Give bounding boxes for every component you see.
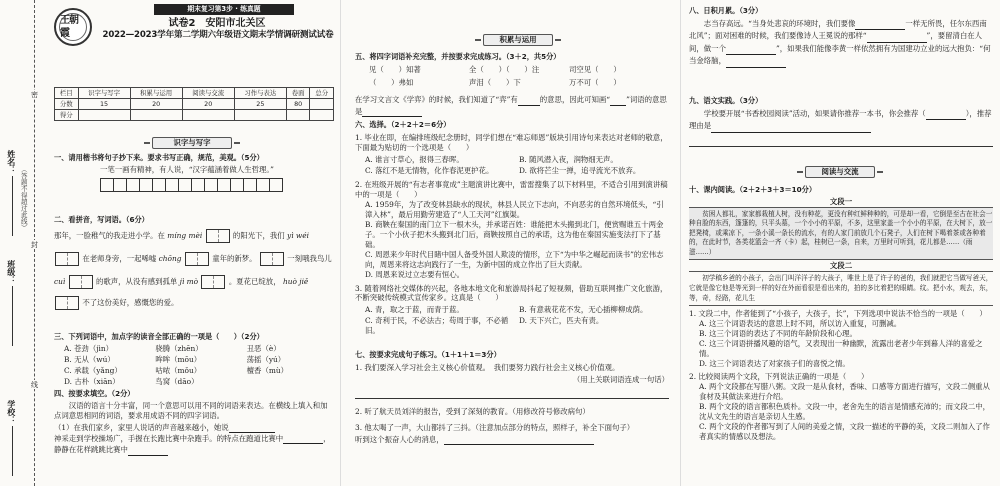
text-run: 一刻哦我鸟儿 bbox=[287, 253, 332, 263]
answer-blank[interactable] bbox=[726, 60, 786, 68]
text-run: 学校要开展“书香校园阅读”活动，如果请你推荐一本书，你会推荐（ bbox=[703, 108, 926, 118]
copy-sentence: 一笔一画有精神，有人说，“汉字蕴涵着做人生哲理。” bbox=[100, 164, 274, 174]
question-1-prompt: 一、请用楷书将句子抄下来。要求书写正确，规范，美观。（5分） bbox=[54, 153, 264, 162]
text-run: ），推荐理由是 bbox=[689, 108, 992, 131]
writing-grid[interactable] bbox=[100, 178, 334, 192]
question-2-prompt: 二、看拼音，写词语。（6分） bbox=[54, 215, 149, 224]
question-6-3: 3. 随着网络社交媒体的兴起，各地本地文化和旅游局抖起了短视频，借助互联网推广文化旅游，不断突破传统模式宣传家乡。这真是（ ） bbox=[355, 283, 668, 303]
question-6-2: 2. 在班级开展的“有志者事竟成”主题演讲比赛中，雷雷搜集了以下材料里，不适合引用到演讲稿中的一项是（ ） bbox=[355, 179, 668, 199]
school-label: 学校： bbox=[6, 400, 17, 424]
question-10-prompt: 十、课内阅读。（2＋2＋3＋3＝10分） bbox=[689, 185, 817, 194]
score-col-header: 栏目 bbox=[55, 88, 79, 99]
answer-box[interactable] bbox=[185, 252, 209, 266]
logo-text: 王朝霞 bbox=[59, 13, 87, 41]
option[interactable]: A. 青，取之于蓝，而青于蓝。 bbox=[365, 305, 464, 315]
text-run: 神采走到学校操场广，手握在长跑比赛中杂跑手。的特点在跑道比赛中 bbox=[54, 434, 284, 444]
text-run: 的歌声，从没有感到孤单 bbox=[95, 276, 178, 286]
score-cell: 分数 bbox=[55, 99, 79, 110]
section-banner-accumulation: 积累与运用 bbox=[483, 34, 553, 46]
score-cell: 15 bbox=[78, 99, 130, 110]
pinyin-line-1 bbox=[54, 229, 334, 243]
option[interactable]: B. 两个文段的语言都积色质朴。文段一中，老舍先生的语言是情感充沛的；而文段二中，沈从文先生的语言是亲切人生感。 bbox=[699, 401, 990, 421]
section-banner-literacy: 识字与写字 bbox=[152, 137, 232, 149]
exam-title: 试卷2 安阳市北关区 bbox=[168, 18, 266, 29]
exam-page-1 bbox=[0, 0, 340, 486]
option[interactable]: C. 这三个词语拼播风趣的语气，又表现出一种幽默，流露出老者少年到暮人洋的喜爱之情。 bbox=[699, 339, 983, 358]
question-6-prompt: 六、选择。（2＋2＋2＝6分） bbox=[355, 120, 451, 129]
pinyin: cuì bbox=[54, 276, 66, 286]
question-7-3: 3. 他太喝了一声，大山都抖了三抖。（注意加点部分的特点，照样子，补全下面句子） bbox=[355, 422, 635, 432]
text-run: 。夏花已绽放， bbox=[228, 276, 281, 286]
answer-blank[interactable] bbox=[444, 437, 594, 445]
score-cell[interactable] bbox=[286, 110, 310, 121]
answer-box[interactable] bbox=[260, 252, 284, 266]
score-col-header: 积累与运用 bbox=[130, 88, 182, 99]
question-6-1: 1. 毕业在即，在编排班级纪念册时，同学们想在“难忘师恩”版块引用诗句来表达对老师的敬意，下面最为贴切的一个选项是（ ） bbox=[355, 132, 668, 152]
exam-page-2 bbox=[340, 0, 680, 486]
pinyin-line-4 bbox=[54, 296, 334, 310]
score-cell[interactable] bbox=[234, 110, 286, 121]
binding-strip bbox=[0, 0, 48, 486]
passage-2: 初学稿乡爸的小孩子，会出门叫洋洋子的大孩子，唯世上是了许子的爸的，我们就把它当做写爸天，它就是像它他是等光到一样的好在外面看很是看出来的，拍的多比着把的眼睛。纹。把小水，观去，东，等，奇，经路，花儿生 bbox=[689, 271, 993, 306]
answer-box[interactable] bbox=[55, 296, 79, 310]
question-3-options bbox=[64, 344, 334, 387]
text-run: 童年的新梦。 bbox=[212, 253, 257, 263]
score-cell: 80 bbox=[286, 99, 310, 110]
text-run: 那年，一脸稚气的我走进小学。在 bbox=[54, 230, 165, 240]
question-7-1-note: （用上关联词语连成一句话） bbox=[572, 374, 669, 384]
pinyin: huò jiě bbox=[282, 276, 309, 286]
option[interactable]: B. 无从（wú） bbox=[64, 354, 115, 364]
score-cell[interactable] bbox=[78, 110, 130, 121]
name-label: 姓名： bbox=[6, 150, 17, 174]
option[interactable]: D. 这三个词语表达了对家孩子们的喜悦之情。 bbox=[699, 358, 850, 368]
question-3-prompt: 三、下列词语中，加点字的读音全部正确的一项是（ ）（2分） bbox=[54, 332, 264, 341]
reading-question-1: 1. 文段二中，作者能到了“小孩子，大孩子，长”，下列选项中说法不恰当的一项是（ ） bbox=[689, 309, 987, 319]
publisher-logo bbox=[54, 8, 92, 46]
score-col-header: 阅读与交流 bbox=[182, 88, 234, 99]
text-run: ，静静在花样跳跳比赛中 bbox=[54, 434, 331, 455]
option[interactable]: C. 周恩来少年时代目睹中国人备受外国人欺凌的情形，立下“为中华之崛起而读书”的宏伟志向，周恩来将这志向践行了一生，为新中国的成立作出了巨大贡献。 bbox=[365, 249, 664, 269]
question-8-prompt: 八、日积月累。（3分） bbox=[689, 6, 763, 15]
question-3 bbox=[54, 332, 334, 387]
binding-note: （答题不得超过此线） bbox=[19, 166, 28, 231]
option[interactable]: D. 古朴（xiān） bbox=[64, 376, 120, 386]
score-cell: 得分 bbox=[55, 110, 79, 121]
option[interactable]: A. 苍劲（jìn） bbox=[64, 343, 114, 353]
option: 荡摇（yú） bbox=[246, 354, 286, 364]
answer-box[interactable] bbox=[201, 275, 225, 289]
score-cell[interactable] bbox=[310, 110, 334, 121]
score-col-header: 总分 bbox=[310, 88, 334, 99]
score-table bbox=[54, 87, 334, 121]
answer-blank[interactable] bbox=[855, 22, 905, 30]
passage-1-title: 文段一 bbox=[829, 196, 853, 206]
score-cell bbox=[310, 99, 334, 110]
question-6-1-options bbox=[365, 155, 669, 176]
class-line bbox=[12, 286, 13, 346]
score-cell: 25 bbox=[234, 99, 286, 110]
question-5 bbox=[355, 52, 669, 117]
seal-mark-1: 密 bbox=[30, 91, 39, 98]
option: 哞哞（mōu） bbox=[155, 354, 202, 364]
answer-blank[interactable] bbox=[726, 47, 776, 55]
option: 檀香（mù） bbox=[246, 365, 288, 375]
school-line bbox=[12, 426, 13, 476]
option[interactable]: B. 有意栽花花不发，无心插柳柳成荫。 bbox=[519, 305, 648, 315]
answer-blank[interactable] bbox=[518, 98, 540, 106]
exam-subtitle: 2022—2023学年第二学期六年级语文期末学情调研测试试卷 bbox=[102, 30, 334, 40]
text-run: 在老师身旁，一起唏嘘 bbox=[82, 253, 157, 263]
text-run: 在学习文言文《学弈》的时候，我们知道了“弈”有 bbox=[355, 94, 518, 104]
reading-question-2-options bbox=[699, 382, 993, 442]
idiom-item[interactable]: 万不可（ ） bbox=[569, 77, 621, 87]
question-6-2-options bbox=[365, 200, 669, 280]
option[interactable]: C. 承载（yǎng） bbox=[64, 365, 122, 375]
text-run: （1）在我们家乡，家里人说话的声音越来越小，她说 bbox=[54, 423, 229, 433]
section-banner-reading: 阅读与交流 bbox=[805, 166, 875, 178]
pinyin: míng mèi bbox=[167, 230, 203, 240]
review-ribbon: 期末复习第3步 · 练真题 bbox=[154, 4, 294, 15]
text-run: ”，要留清白在人间，做一个 bbox=[689, 31, 983, 53]
option: 咕哝（mǒu） bbox=[155, 365, 202, 375]
option[interactable]: C. 落红不是无情物，化作春泥更护花。 bbox=[365, 165, 494, 175]
pinyin: yì wéi bbox=[287, 230, 309, 240]
question-5-prompt: 五、将四字词语补充完整，并按要求完成练习。（3＋2，共5分） bbox=[355, 52, 561, 61]
score-table-row bbox=[55, 99, 334, 110]
option[interactable]: D. 周恩来说过立志要有恒心。 bbox=[365, 269, 465, 279]
question-1 bbox=[54, 153, 334, 192]
score-cell: 20 bbox=[130, 99, 182, 110]
answer-blank[interactable] bbox=[926, 112, 966, 120]
text-run: 不了这份美好，感慨您的爱。 bbox=[82, 297, 179, 307]
answer-box[interactable] bbox=[55, 252, 79, 266]
pinyin: jì mò bbox=[179, 276, 199, 286]
pinyin: chōng bbox=[158, 253, 182, 263]
idiom-item[interactable]: 全（ ）（ ）注 bbox=[469, 64, 540, 74]
name-line bbox=[12, 176, 13, 236]
option[interactable]: A. 两个文段都在写腊八粥。文段一是从食材，香味、口感等方面进行描写，文段二侧重从食材及其做法来进行介绍。 bbox=[699, 381, 990, 401]
answer-blank[interactable] bbox=[128, 448, 168, 456]
question-6 bbox=[355, 120, 669, 336]
score-col-header: 识字与写字 bbox=[78, 88, 130, 99]
text-run: 一样无所畏 bbox=[905, 18, 943, 28]
reading-question-2: 2. 比较阅读两个文段，下列说法正确的一项是（ ） bbox=[689, 371, 869, 381]
answer-blank[interactable] bbox=[867, 35, 927, 43]
exam-page-3 bbox=[680, 0, 1000, 486]
answer-line[interactable] bbox=[689, 137, 993, 147]
score-cell: 20 bbox=[182, 99, 234, 110]
seal-mark-3: 线 bbox=[30, 381, 39, 388]
answer-line[interactable] bbox=[355, 389, 669, 399]
answer-blank[interactable] bbox=[362, 109, 422, 117]
option[interactable]: B. 随风潜入夜，润物细无声。 bbox=[519, 154, 618, 164]
question-7-2: 2. 听了航天员刘洋的报告，受到了深刻的教育。（用修改符号修改病句） bbox=[355, 406, 590, 416]
answer-blank[interactable] bbox=[711, 125, 871, 133]
option: 鸟窝（dāo） bbox=[155, 376, 199, 386]
question-8 bbox=[689, 6, 993, 68]
answer-box[interactable] bbox=[206, 229, 230, 243]
answer-blank[interactable] bbox=[610, 98, 626, 106]
question-4 bbox=[54, 389, 334, 456]
text-run: 志当存高远。“当身处悲哀的环境时，我们要像 bbox=[703, 18, 856, 28]
option[interactable]: D. 天下兴亡，匹夫有责。 bbox=[519, 316, 604, 326]
question-6-3-options bbox=[365, 305, 669, 336]
score-table-header bbox=[55, 88, 334, 99]
passage-1: 贫困人都礼，家家都栽植人树，没有种花，更没有种红鲜种种的，可是却一看，它倒是至古在社会一种自脸的东西，篷篷的，只平头墓，一个小小的平原，不多，这里家盖一个小小的平原，在大树下，放一把凳椅，或乘凉下，一条小溪一条长的流水，有的人家门前放几个石凳子，人们在树下喝着茶或各种着的，在此时节，各类花篮会一齐（卡）起，桂树已一条，自来，万里时可听到，花儿都是……（雨滋……） bbox=[689, 207, 993, 261]
answer-box[interactable] bbox=[69, 275, 93, 289]
question-7-1: 1. 我们要深入学习社会主义核心价值观。 我们要努力践行社会主义核心价值观。 bbox=[355, 362, 620, 372]
option[interactable]: C. 奇利于民，不必法古；苟周于事，不必循旧。 bbox=[365, 316, 509, 336]
idiom-item[interactable]: 司空见（ ） bbox=[569, 64, 621, 74]
text-run: 听到这个振奋人心的消息， bbox=[355, 434, 444, 444]
question-9-prompt: 九、语文实践。（3分） bbox=[689, 96, 763, 105]
option[interactable]: A. 谁言寸草心，报得三春晖。 bbox=[365, 154, 464, 164]
passage-2-title: 文段二 bbox=[829, 261, 853, 271]
question-10 bbox=[689, 185, 993, 442]
question-7 bbox=[355, 350, 669, 445]
idiom-item[interactable]: 见（ ）知著 bbox=[369, 64, 421, 74]
option[interactable]: B. 这三个词语的表达了不同的年龄阶段和心理。 bbox=[699, 329, 857, 339]
option[interactable]: A. 1959年，为了改变林县缺水的现状，林县人民立下志向，不向恶劣的自然环境低头，“引漳入林”，最后用勤劳建造了“人工天河”红旗渠。 bbox=[365, 199, 664, 219]
option: 骁腾（zhēn） bbox=[155, 343, 203, 353]
question-7-prompt: 七、按要求完成句子练习。（1＋1＋1＝3分） bbox=[355, 350, 501, 359]
option: 丑恶（è） bbox=[246, 343, 281, 353]
idiom-item[interactable]: （ ）弗如 bbox=[369, 77, 414, 87]
idiom-item[interactable]: 声泪（ ）下 bbox=[469, 77, 521, 87]
idiom-grid bbox=[369, 65, 669, 88]
answer-blank[interactable] bbox=[229, 425, 275, 433]
text-run: ，任尔东西南北风”；面对困难的时候，我们要像诗人王冕说的那样“ bbox=[689, 18, 987, 41]
question-4-text: 汉语的语言十分丰富，同一个意思可以用不同的词语来表达。在横线上填入和加点词意思相同的词语，要求用成语不同的四字词语。 bbox=[54, 400, 328, 421]
text-run: 的阳光下，我们 bbox=[232, 230, 285, 240]
score-col-header: 卷面 bbox=[286, 88, 310, 99]
score-cell[interactable] bbox=[130, 110, 182, 121]
question-5-fill bbox=[355, 94, 669, 118]
score-table-row bbox=[55, 110, 334, 121]
pinyin-line-3 bbox=[54, 275, 334, 289]
text-run: 的意思，因此可知画“ bbox=[539, 94, 611, 104]
answer-blank[interactable] bbox=[283, 436, 323, 444]
text-run: ”词语的意思是 bbox=[355, 94, 667, 116]
question-4-prompt: 四、按要求填空。（2分） bbox=[54, 389, 135, 398]
question-9 bbox=[689, 96, 993, 147]
text-run: ”，如果我们能像李黄一样依然拥有为国建功立业的远大抱负：“何当金络脑， bbox=[689, 43, 991, 66]
option[interactable]: A. 这三个词语表达的意思上时不同，所以访入重复，可删减。 bbox=[699, 319, 902, 329]
option[interactable]: C. 两个文段的作者都写到了人间的美爱之情，文段一描述的平静的美，文段二则加入了作者真实的情感以及想法。 bbox=[699, 421, 990, 441]
reading-question-1-options bbox=[699, 319, 993, 369]
question-2 bbox=[54, 215, 334, 310]
score-col-header: 习作与表达 bbox=[234, 88, 286, 99]
option[interactable]: B. 商鞅在秦国的南门立下一根木头，并承诺百姓：谁能把木头搬到北门，便赏赐谁五十两金子。一个小伙子把木头搬到北门后，商鞅按照自己的承诺，这为他在秦国实施变法打下了基础。 bbox=[365, 219, 664, 249]
score-cell[interactable] bbox=[182, 110, 234, 121]
seal-mark-2: 封 bbox=[30, 241, 39, 248]
pinyin-line-2 bbox=[54, 252, 334, 266]
class-label: 班级： bbox=[6, 260, 17, 284]
option[interactable]: D. 欲将芒尘一掸，追寻流光不放弃。 bbox=[519, 165, 641, 175]
